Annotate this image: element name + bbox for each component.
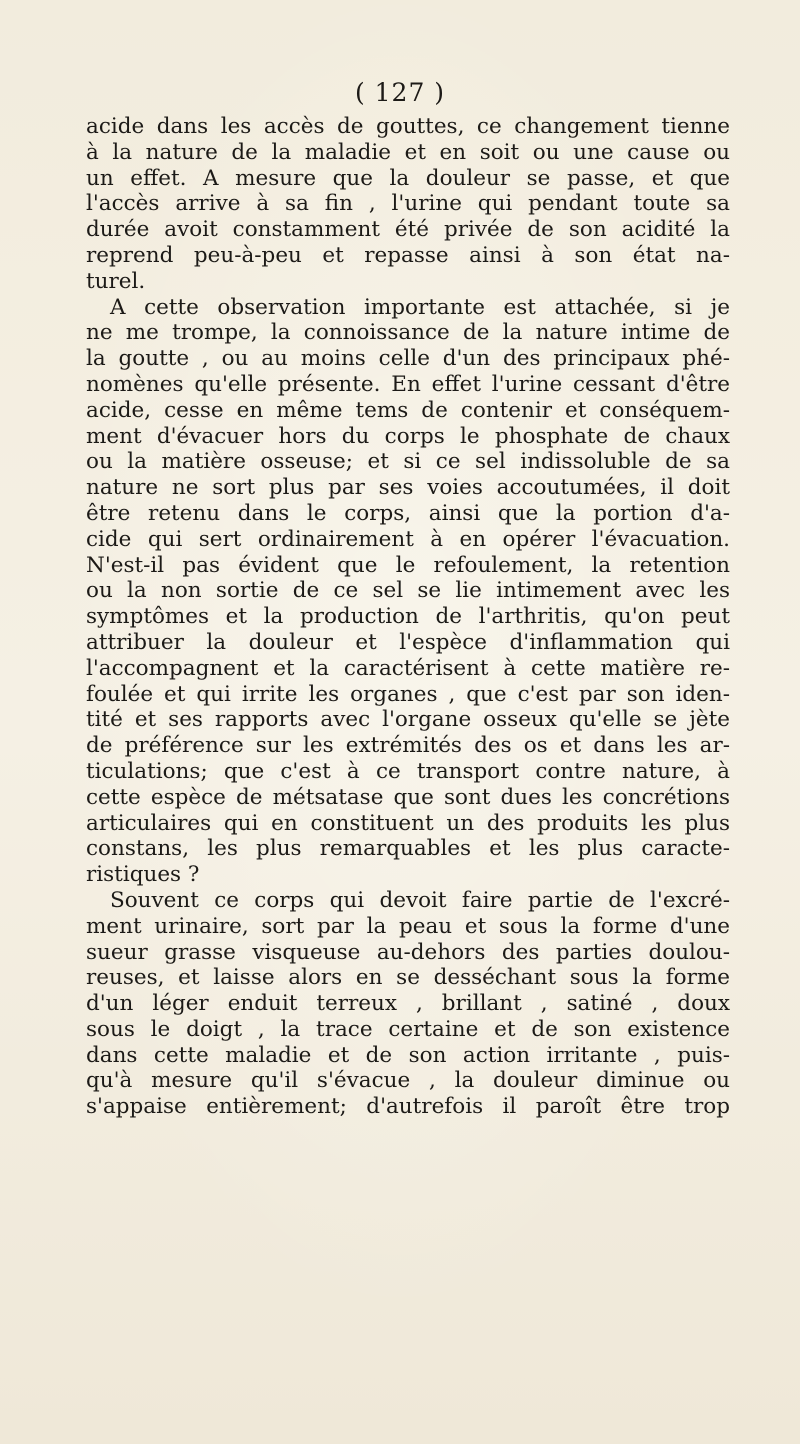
text-line: la goutte , ou au moins celle d'un des principaux phé- [86,346,730,372]
text-line: Souvent ce corps qui devoit faire partie de l'excré- [110,887,730,913]
text-line: foulée et qui irrite les organes , que c'est par son iden- [86,681,730,707]
text-line: reprend peu-à-peu et repasse ainsi à son état na- [86,242,730,268]
text-line: qu'à mesure qu'il s'évacue , la douleur diminue ou [86,1068,730,1094]
text-line: de préférence sur les extrémités des os et dans les ar- [86,733,730,759]
text-line: ne me trompe, la connoissance de la nature intime de [86,320,730,346]
text-line: constans, les plus remarquables et les plus caracte- [86,836,730,862]
text-line: nomènes qu'elle présente. En effet l'urine cessant d'être [86,371,730,397]
text-line: attribuer la douleur et l'espèce d'inflammation qui [86,629,730,655]
text-line: cide qui sert ordinairement à en opérer l'évacuation. [86,526,730,552]
page-number: ( 127 ) [354,78,446,107]
text-line: sueur grasse visqueuse au-dehors des parties doulou- [86,939,730,965]
text-line: symptômes et la production de l'arthritis, qu'on peut [86,604,730,630]
text-line: acide dans les accès de gouttes, ce changement tienne [86,114,730,139]
text-line: à la nature de la maladie et en soit ou une cause ou [86,139,730,165]
text-line: dans cette maladie et de son action irritante , puis- [86,1042,730,1068]
text-line: ticulations; que c'est à ce transport contre nature, à [86,758,730,784]
text-line: ristiques ? [86,862,200,888]
text-line: reuses, et laisse alors en se desséchant sous la forme [86,965,730,991]
text-line: l'accompagnent et la caractérisent à cette matière re- [86,655,730,681]
text-line: turel. [86,268,146,294]
text-line: s'appaise entièrement; d'autrefois il paroît être trop [86,1094,730,1120]
text-line: acide, cesse en même tems de contenir et conséquem- [86,397,730,423]
text-line: cette espèce de métsatase que sont dues les concrétions [86,784,730,810]
body-text [86,114,730,1120]
text-line: tité et ses rapports avec l'organe osseux qu'elle se jète [86,707,730,733]
text-line: sous le doigt , la trace certaine et de son existence [86,1016,730,1042]
text-line: ou la matière osseuse; et si ce sel indissoluble de sa [86,449,730,475]
text-line: ment urinaire, sort par la peau et sous la forme d'une [86,913,730,939]
text-line: articulaires qui en constituent un des produits les plus [86,810,730,836]
text-line: A cette observation importante est attachée, si je [110,294,730,320]
text-line: être retenu dans le corps, ainsi que la portion d'a- [86,500,730,526]
text-line: ou la non sortie de ce sel se lie intimement avec les [86,578,730,604]
text-line: durée avoit constamment été privée de son acidité la [86,217,730,243]
text-line: l'accès arrive à sa fin , l'urine qui pendant toute sa [86,191,730,217]
text-line: N'est-il pas évident que le refoulement, la retention [86,552,730,578]
text-line: d'un léger enduit terreux , brillant , satiné , doux [86,991,730,1017]
text-line: ment d'évacuer hors du corps le phosphate de chaux [86,423,730,449]
text-line: nature ne sort plus par ses voies accoutumées, il doit [86,475,730,501]
text-line: un effet. A mesure que la douleur se passe, et que [86,165,730,191]
